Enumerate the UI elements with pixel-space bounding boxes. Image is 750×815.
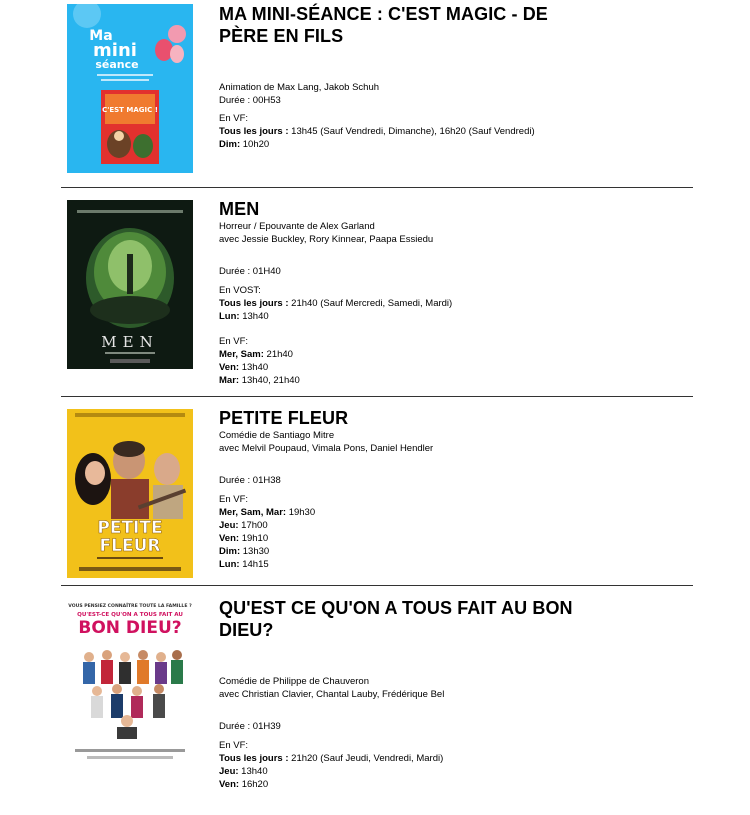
showtime-days: Tous les jours : [219, 298, 289, 309]
showtime-row [219, 310, 619, 323]
poster-title-text: BON DIEU? [78, 618, 182, 638]
movie-info [219, 407, 619, 571]
showtime-times: 13h45 (Sauf Vendredi, Dimanche), 16h20 (Sauf Vendredi) [288, 126, 535, 137]
movie-info [219, 198, 619, 387]
movie-duration: Durée : 01H38 [219, 475, 281, 486]
showtime-times: 21h40 (Sauf Mercredi, Samedi, Mardi) [288, 298, 453, 309]
svg-text:C'EST MAGIC !: C'EST MAGIC ! [102, 106, 158, 114]
movie-genre: Animation de Max Lang, Jakob Schuh [219, 82, 380, 93]
showtime-days: Dim: [219, 546, 241, 557]
divider [61, 396, 693, 397]
movie-cast: avec Jessie Buckley, Rory Kinnear, Paapa Essiedu [219, 234, 434, 245]
movie-duration: Durée : 00H53 [219, 95, 281, 106]
showtime-days: Jeu: [219, 766, 239, 777]
movie-title[interactable]: MA MINI-SÉANCE : C'EST MAGIC - DE PÈRE EN FILS [219, 4, 548, 46]
showtime-times: 21h20 (Sauf Jeudi, Vendredi, Mardi) [288, 753, 444, 764]
showtime-row [219, 519, 619, 532]
showtime-row [219, 361, 619, 374]
movie-cast: avec Melvil Poupaud, Vimala Pons, Daniel Hendler [219, 443, 434, 454]
movie-info [219, 3, 619, 151]
showtime-row [219, 374, 619, 387]
movie-genre: Comédie de Santiago Mitre [219, 430, 335, 441]
showtime-days: Ven: [219, 779, 240, 790]
showtime-days: Dim: [219, 139, 241, 150]
movie-poster[interactable] [67, 409, 193, 578]
version-label: En VF: [219, 336, 249, 347]
movie-genre: Horreur / Epouvante de Alex Garland [219, 221, 375, 232]
movie-poster[interactable] [67, 200, 193, 369]
svg-text:mini: mini [93, 40, 137, 61]
svg-text:FLEUR: FLEUR [99, 536, 161, 556]
movie-title[interactable]: QU'EST CE QU'ON A TOUS FAIT AU BON DIEU? [219, 598, 573, 640]
showtime-days: Tous les jours : [219, 753, 289, 764]
showtime-times: 10h20 [240, 139, 270, 150]
showtime-days: Jeu: [219, 520, 239, 531]
svg-text:séance: séance [95, 58, 139, 71]
showtime-times: 19h10 [239, 533, 269, 544]
showtime-days: Ven: [219, 533, 240, 544]
divider [61, 585, 693, 586]
movie-duration: Durée : 01H39 [219, 721, 281, 732]
showtime-row [219, 778, 619, 791]
showtime-row [219, 545, 619, 558]
showtime-times: 14h15 [239, 559, 269, 570]
movie-info [219, 597, 619, 791]
showtime-times: 13h40 [239, 311, 269, 322]
showtime-row [219, 752, 619, 765]
poster-title-text: MEN [101, 333, 159, 351]
poster-logo-text: Ma [89, 28, 113, 44]
showtime-days: Mer, Sam, Mar: [219, 507, 287, 518]
version-label: En VF: [219, 740, 249, 751]
showtime-times: 13h30 [240, 546, 270, 557]
version-label: En VF: [219, 113, 249, 124]
movie-title[interactable]: PETITE FLEUR [219, 408, 349, 428]
showtime-days: Mer, Sam: [219, 349, 264, 360]
movie-poster[interactable] [67, 4, 193, 173]
showtime-row [219, 348, 619, 361]
showtime-row [219, 125, 619, 138]
showtime-days: Lun: [219, 559, 240, 570]
movie-title[interactable]: MEN [219, 199, 260, 219]
showtime-days: Ven: [219, 362, 240, 373]
showtime-row [219, 765, 619, 778]
movie-genre: Comédie de Philippe de Chauveron [219, 676, 369, 687]
version-label: En VF: [219, 494, 249, 505]
showtime-row [219, 532, 619, 545]
showtime-times: 17h00 [238, 520, 268, 531]
divider [61, 187, 693, 188]
poster-title-text: PETITE [97, 518, 163, 538]
showtime-days: Mar: [219, 375, 240, 386]
version-label: En VOST: [219, 285, 261, 296]
svg-text:VOUS PENSIEZ CONNAÎTRE TOUTE L: VOUS PENSIEZ CONNAÎTRE TOUTE LA FAMILLE ? [68, 604, 192, 609]
showtime-row [219, 558, 619, 571]
showtime-row [219, 506, 619, 519]
showtime-times: 13h40 [239, 362, 269, 373]
showtime-row [219, 138, 619, 151]
showtime-times: 16h20 [239, 779, 269, 790]
movie-duration: Durée : 01H40 [219, 266, 281, 277]
showtime-times: 19h30 [286, 507, 316, 518]
showtime-times: 13h40, 21h40 [239, 375, 300, 386]
movie-poster[interactable] [67, 599, 193, 768]
svg-text:QU'EST-CE QU'ON A TOUS FAIT AU: QU'EST-CE QU'ON A TOUS FAIT AU [77, 612, 183, 618]
showtime-times: 13h40 [238, 766, 268, 777]
showtime-row [219, 297, 619, 310]
movie-cast: avec Christian Clavier, Chantal Lauby, Frédérique Bel [219, 689, 445, 700]
showtime-days: Tous les jours : [219, 126, 289, 137]
showtime-days: Lun: [219, 311, 240, 322]
showtime-times: 21h40 [263, 349, 293, 360]
